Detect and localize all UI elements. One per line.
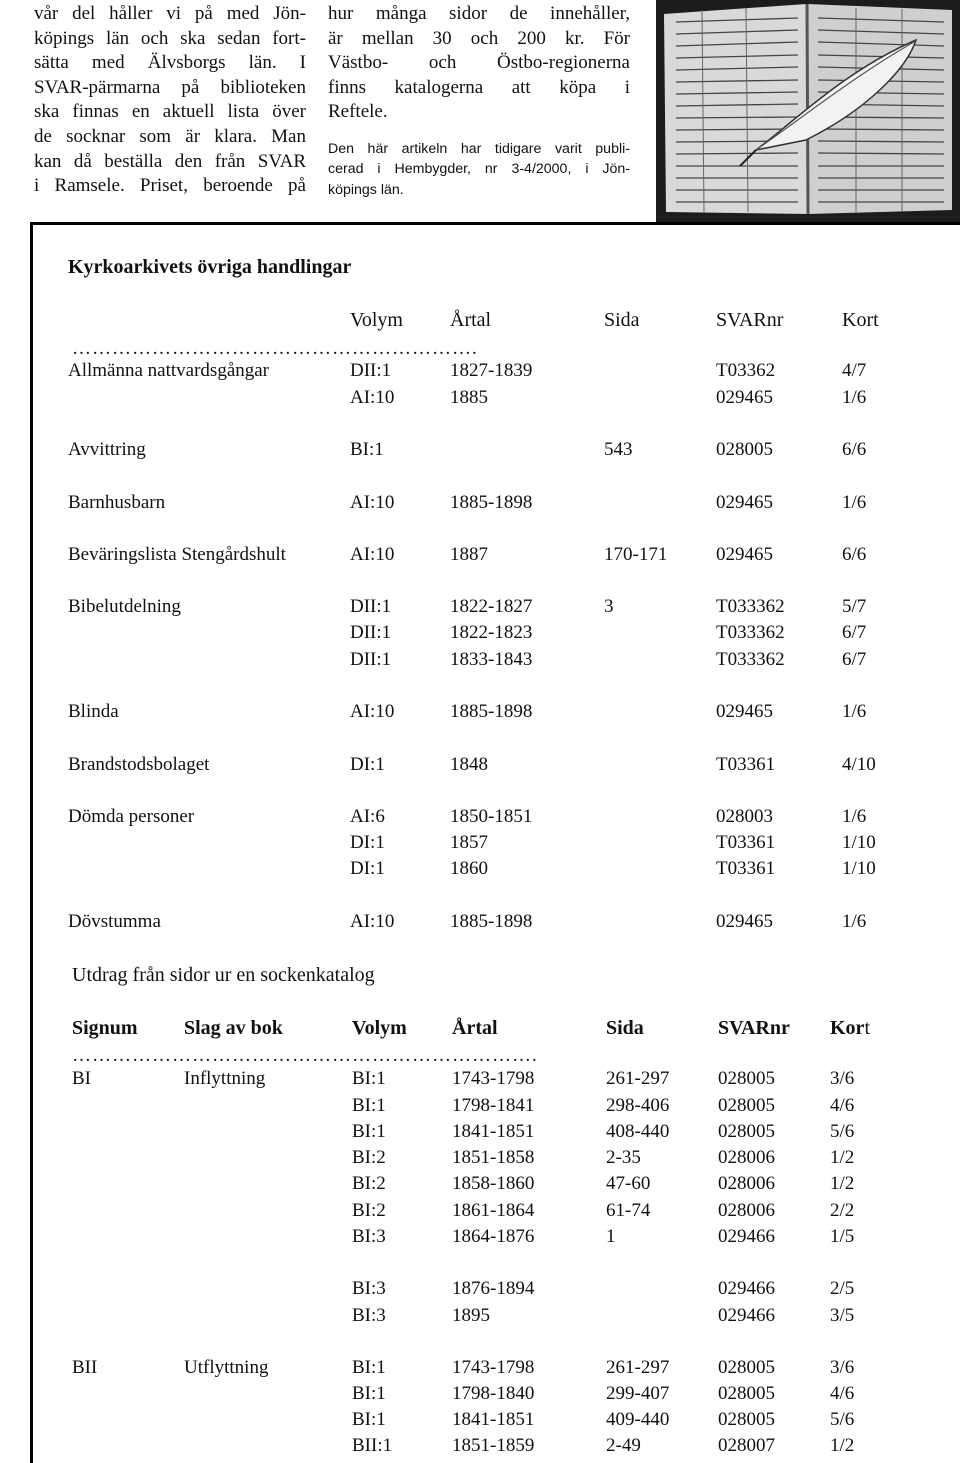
text-line: kan då beställa den från SVAR — [34, 150, 306, 172]
cell-volym: AI:10 — [350, 492, 395, 513]
ledger-with-quill-icon — [656, 0, 960, 222]
cell-kort: 1/6 — [842, 701, 867, 722]
row-name: Brandstodsbolaget — [68, 754, 210, 775]
col-header-kort-rest: t — [864, 1017, 870, 1039]
row-name: Allmänna nattvardsgångar — [68, 360, 270, 381]
col-header-volym: Volym — [352, 1017, 407, 1039]
cell-volym: BI:1 — [352, 1068, 386, 1089]
cell-kort: 4/10 — [842, 754, 876, 775]
cell-sida: 261-297 — [606, 1357, 670, 1378]
cell-artal: 1864-1876 — [452, 1226, 535, 1247]
cell-svarnr: 029465 — [716, 911, 773, 932]
cell-kort: 1/5 — [830, 1226, 855, 1247]
cell-svarnr: 029466 — [718, 1305, 775, 1326]
cell-kort: 4/7 — [842, 360, 867, 381]
cell-volym: AI:6 — [350, 806, 385, 827]
cell-volym: BI:3 — [352, 1278, 386, 1299]
cell-volym: AI:10 — [350, 544, 395, 565]
cell-svarnr: T03361 — [716, 832, 776, 853]
cell-artal: 1895 — [452, 1305, 490, 1326]
cell-svarnr: 028003 — [716, 806, 773, 827]
cell-artal: 1743-1798 — [452, 1357, 535, 1378]
cell-kort: 1/10 — [842, 832, 876, 853]
col-header-volym: Volym — [350, 309, 403, 331]
cell-svarnr: 028006 — [718, 1147, 775, 1168]
cell-volym: BI:3 — [352, 1305, 386, 1326]
cell-kort: 5/6 — [830, 1409, 855, 1430]
cell-artal: 1798-1841 — [452, 1095, 535, 1116]
text-line: sätta med Älvsborgs län. I — [34, 52, 306, 74]
text-line: de socknar som är klara. Man — [34, 125, 306, 147]
cell-svarnr: 028005 — [718, 1409, 775, 1430]
text-line: Västbo- och Östbo-regionerna — [328, 52, 630, 74]
text-line: finns katalogerna att köpa i — [328, 76, 630, 98]
cell-kort: 5/7 — [842, 596, 867, 617]
cell-volym: DII:1 — [350, 622, 392, 643]
cell-volym: BI:1 — [352, 1357, 386, 1378]
cell-sida: 2-35 — [606, 1147, 641, 1168]
cell-slag: Utflyttning — [184, 1357, 269, 1378]
cell-volym: BII:1 — [352, 1435, 393, 1456]
text-line: i Ramsele. Priset, beroende på — [34, 175, 306, 197]
cell-volym: BI:1 — [352, 1095, 386, 1116]
cell-kort: 1/2 — [830, 1173, 855, 1194]
cell-sida: 61-74 — [606, 1200, 651, 1221]
cell-sida: 409-440 — [606, 1409, 670, 1430]
cell-volym: DI:1 — [350, 858, 385, 879]
cell-svarnr: 029465 — [716, 387, 773, 408]
cell-kort: 6/6 — [842, 544, 867, 565]
row-name: Dövstumma — [68, 911, 161, 932]
cell-volym: BI:1 — [350, 439, 384, 460]
cell-svarnr: 028005 — [716, 439, 773, 460]
cell-volym: AI:10 — [350, 911, 395, 932]
cell-kort: 1/6 — [842, 492, 867, 513]
cell-artal: 1841-1851 — [452, 1409, 535, 1430]
table-frame — [30, 222, 960, 1463]
cell-artal: 1885-1898 — [450, 492, 533, 513]
cell-artal: 1822-1827 — [450, 596, 533, 617]
text-line: vår del håller vi på med Jön- — [34, 3, 306, 24]
col-header-artal: Årtal — [450, 309, 492, 331]
cell-artal: 1885-1898 — [450, 911, 533, 932]
cell-svarnr: T03361 — [716, 858, 776, 879]
cell-volym: BI:1 — [352, 1121, 386, 1142]
cell-volym: BI:2 — [352, 1173, 386, 1194]
cell-volym: BI:3 — [352, 1226, 386, 1247]
row-name: Barnhusbarn — [68, 492, 166, 513]
cell-volym: AI:10 — [350, 387, 395, 408]
cell-sida: 170-171 — [604, 544, 668, 565]
cell-sida: 408-440 — [606, 1121, 670, 1142]
col-header-sida: Sida — [604, 309, 640, 331]
cell-artal: 1841-1851 — [452, 1121, 535, 1142]
cell-artal: 1876-1894 — [452, 1278, 535, 1299]
cell-artal: 1827-1839 — [450, 360, 533, 381]
cell-svarnr: 028005 — [718, 1357, 775, 1378]
col-header-kort — [830, 1017, 870, 1040]
note-line: köpings län. — [328, 181, 404, 198]
cell-volym: AI:10 — [350, 701, 395, 722]
cell-artal: 1858-1860 — [452, 1173, 535, 1194]
cell-kort: 1/10 — [842, 858, 876, 879]
cell-artal: 1833-1843 — [450, 649, 533, 670]
cell-volym: BI:1 — [352, 1409, 386, 1430]
col-header-artal: Årtal — [452, 1017, 498, 1039]
cell-svarnr: 029465 — [716, 544, 773, 565]
cell-volym: DII:1 — [350, 596, 392, 617]
cell-svarnr: 029466 — [718, 1278, 775, 1299]
cell-kort: 1/2 — [830, 1147, 855, 1168]
cell-kort: 5/6 — [830, 1121, 855, 1142]
cell-artal: 1743-1798 — [452, 1068, 535, 1089]
col-header-signum: Signum — [72, 1017, 138, 1039]
row-name: Avvittring — [68, 439, 146, 460]
cell-kort: 1/6 — [842, 911, 867, 932]
cell-artal: 1857 — [450, 832, 488, 853]
cell-svarnr: 029465 — [716, 701, 773, 722]
cell-artal: 1848 — [450, 754, 488, 775]
col-header-kort-bold: Kor — [830, 1017, 865, 1039]
row-name: Bibelutdelning — [68, 596, 181, 617]
cell-sida: 1 — [606, 1226, 616, 1247]
cell-svarnr: 028005 — [718, 1068, 775, 1089]
cell-svarnr: 028007 — [718, 1435, 775, 1456]
cell-svarnr: 028006 — [718, 1173, 775, 1194]
col-header-kort: Kort — [842, 309, 879, 331]
cell-svarnr: 028005 — [718, 1095, 775, 1116]
cell-artal: 1798-1840 — [452, 1383, 535, 1404]
cell-slag: Inflyttning — [184, 1068, 266, 1089]
cell-sida: 298-406 — [606, 1095, 670, 1116]
cell-kort: 4/6 — [830, 1383, 855, 1404]
cell-kort: 6/7 — [842, 622, 867, 643]
cell-kort: 1/6 — [842, 387, 867, 408]
text-line: SVAR-pärmarna på biblioteken — [34, 76, 306, 98]
text-line: Reftele. — [328, 101, 388, 123]
col-header-slag: Slag av bok — [184, 1017, 283, 1039]
cell-volym: BI:2 — [352, 1200, 386, 1221]
cell-kort: 6/7 — [842, 649, 867, 670]
cell-svarnr: 029466 — [718, 1226, 775, 1247]
cell-sida: 261-297 — [606, 1068, 670, 1089]
note-line: cerad i Hembygder, nr 3-4/2000, i Jön- — [328, 161, 630, 178]
cell-sida: 2-49 — [606, 1435, 641, 1456]
row-name: Beväringslista Stengårdshult — [68, 544, 286, 565]
publication-note — [328, 139, 630, 201]
cell-volym: DII:1 — [350, 360, 392, 381]
cell-sida: 299-407 — [606, 1383, 670, 1404]
cell-artal: 1861-1864 — [452, 1200, 535, 1221]
text-line: köpings län och ska sedan fort- — [34, 27, 306, 49]
cell-kort: 3/6 — [830, 1068, 855, 1089]
cell-artal: 1885-1898 — [450, 701, 533, 722]
cell-svarnr: T03361 — [716, 754, 776, 775]
dotted-separator: ……………………………………………………. — [72, 338, 478, 359]
cell-sida: 543 — [604, 439, 633, 460]
cell-svarnr: 028005 — [718, 1121, 775, 1142]
text-line: ska finnas en aktuell lista över — [34, 101, 306, 123]
cell-svarnr: T03362 — [716, 360, 776, 381]
cell-artal: 1850-1851 — [450, 806, 533, 827]
cell-svarnr: 028005 — [718, 1383, 775, 1404]
cell-kort: 1/6 — [842, 806, 867, 827]
cell-artal: 1851-1859 — [452, 1435, 535, 1456]
cell-svarnr: T033362 — [716, 596, 785, 617]
cell-kort: 2/5 — [830, 1278, 855, 1299]
table2-caption: Utdrag från sidor ur en sockenkatalog — [72, 964, 375, 986]
cell-volym: BI:1 — [352, 1383, 386, 1404]
dotted-separator: ……………………………………………………………. — [72, 1045, 538, 1066]
row-name: Blinda — [68, 701, 119, 722]
cell-signum: BI — [72, 1068, 91, 1089]
note-line: Den här artikeln har tidigare varit publi- — [328, 140, 630, 157]
col-header-svarnr: SVARnr — [718, 1017, 790, 1039]
article-left-column — [34, 2, 306, 199]
cell-sida: 3 — [604, 596, 614, 617]
cell-volym: DII:1 — [350, 649, 392, 670]
cell-svarnr: T033362 — [716, 622, 785, 643]
cell-volym: DI:1 — [350, 754, 385, 775]
col-header-svarnr: SVARnr — [716, 309, 784, 331]
cell-svarnr: T033362 — [716, 649, 785, 670]
row-name: Dömda personer — [68, 806, 195, 827]
cell-svarnr: 028006 — [718, 1200, 775, 1221]
article-middle-column — [328, 2, 630, 200]
cell-kort: 4/6 — [830, 1095, 855, 1116]
col-header-sida: Sida — [606, 1017, 644, 1039]
table1-heading: Kyrkoarkivets övriga handlingar — [68, 256, 352, 278]
cell-artal: 1822-1823 — [450, 622, 533, 643]
cell-artal: 1860 — [450, 858, 488, 879]
cell-artal: 1885 — [450, 387, 488, 408]
text-line: hur många sidor de innehåller, — [328, 3, 630, 24]
text-line: är mellan 30 och 200 kr. För — [328, 27, 630, 49]
cell-sida: 47-60 — [606, 1173, 651, 1194]
cell-kort: 2/2 — [830, 1200, 855, 1221]
cell-artal: 1887 — [450, 544, 488, 565]
cell-artal: 1851-1858 — [452, 1147, 535, 1168]
cell-volym: DI:1 — [350, 832, 385, 853]
cell-kort: 1/2 — [830, 1435, 855, 1456]
cell-kort: 6/6 — [842, 439, 867, 460]
cell-volym: BI:2 — [352, 1147, 386, 1168]
cell-kort: 3/6 — [830, 1357, 855, 1378]
cell-svarnr: 029465 — [716, 492, 773, 513]
cell-signum: BII — [72, 1357, 98, 1378]
cell-kort: 3/5 — [830, 1305, 855, 1326]
